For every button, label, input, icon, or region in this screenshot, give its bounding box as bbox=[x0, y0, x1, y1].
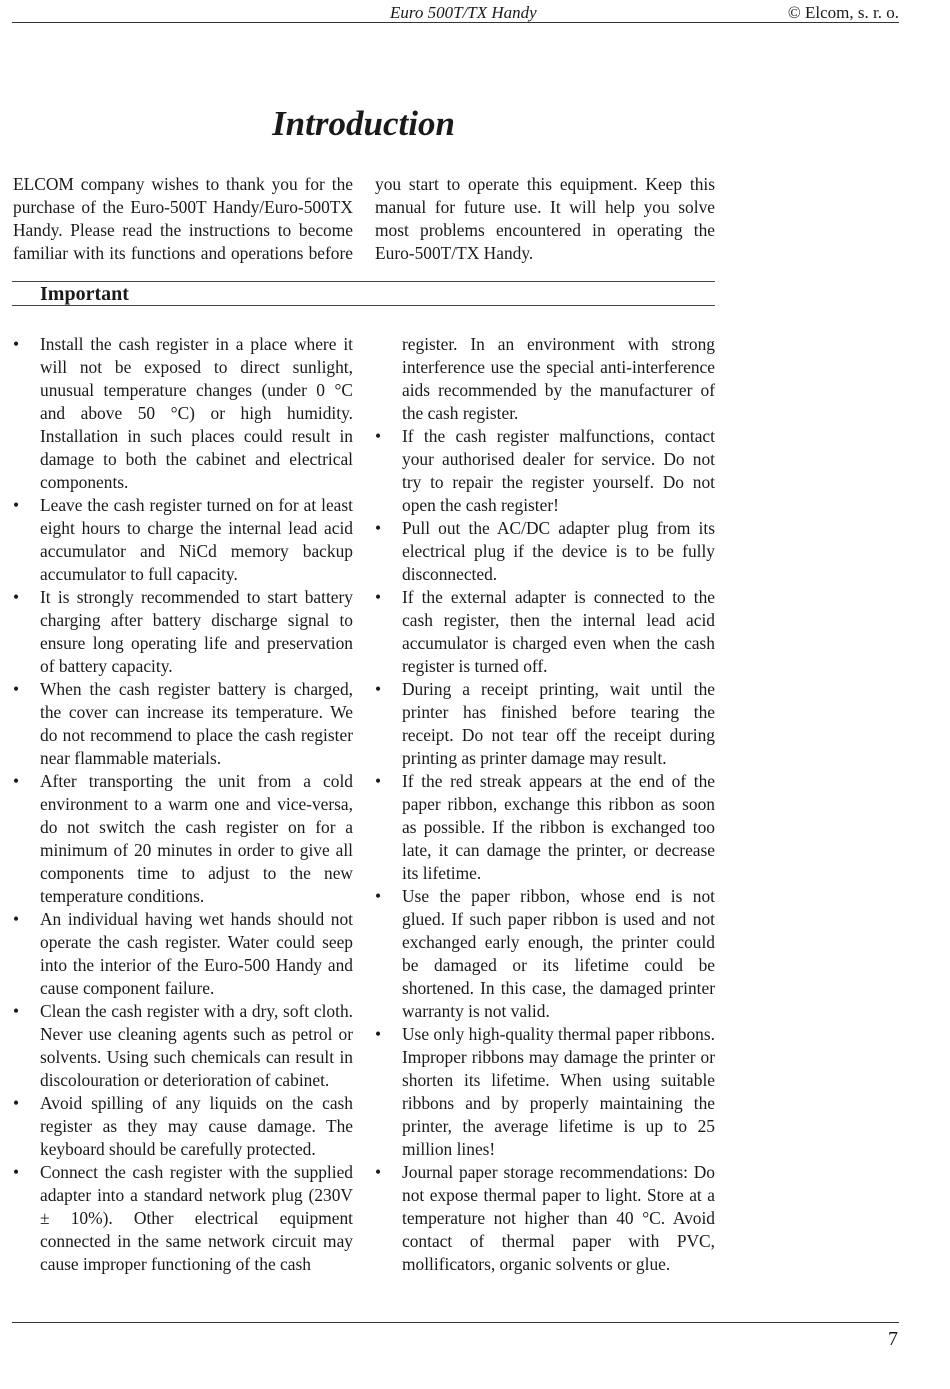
list-item: • Journal paper storage recommendations: Do not expose thermal paper to light. Store at a temperature not higher than 40 °C. Avoid contact of thermal paper with PVC, mollificators, organic solvents or glue. bbox=[375, 1162, 715, 1274]
bullet-icon: • bbox=[375, 587, 382, 607]
page-header bbox=[12, 0, 899, 23]
list-item: • Connect the cash register with the supplied adapter into a standard network plug (230V ± 10%). Other electrical equipment connected in the same network circuit may cause improper functioning of the cash bbox=[13, 1162, 353, 1274]
list-item: • When the cash register battery is charged, the cover can increase its temperature. We do not recommend to place the cash register near flammable materials. bbox=[13, 679, 353, 768]
list-item: • An individual having wet hands should not operate the cash register. Water could seep into the interior of the Euro-500 Handy and cause component failure. bbox=[13, 909, 353, 998]
important-heading: Important bbox=[40, 283, 129, 305]
bullet-icon: • bbox=[375, 1162, 382, 1182]
bullet-icon: • bbox=[13, 679, 20, 699]
list-item: • If the red streak appears at the end of the paper ribbon, exchange this ribbon as soon as possible. If the ribbon is exchanged too late, it can damage the printer, or decrease its lifetime. bbox=[375, 771, 715, 883]
page-number: 7 bbox=[888, 1328, 898, 1350]
bullet-icon: • bbox=[13, 1093, 20, 1113]
bullet-icon: • bbox=[13, 334, 20, 354]
list-item: • Leave the cash register turned on for at least eight hours to charge the internal lead acid accumulator and NiCd memory backup accumulator to full capacity. bbox=[13, 495, 353, 584]
bullet-icon: • bbox=[375, 771, 382, 791]
list-item: • During a receipt printing, wait until the printer has finished before tearing the receipt. Do not tear off the receipt during printing as printer damage may result. bbox=[375, 679, 715, 768]
bullet-icon: • bbox=[375, 679, 382, 699]
header-document-title: Euro 500T/TX Handy bbox=[390, 3, 537, 22]
list-item: • It is strongly recommended to start battery charging after battery discharge signal to ensure long operating life and preservation of battery capacity. bbox=[13, 587, 353, 676]
list-item: • Install the cash register in a place where it will not be exposed to direct sunlight, unusual temperature changes (under 0 °C and above 50 °C) or high humidity. Installation in such places could result in damage to both the cabinet and electrical components. bbox=[13, 334, 353, 492]
list-item: • Pull out the AC/DC adapter plug from its electrical plug if the device is to be fully disconnected. bbox=[375, 518, 715, 584]
header-company: © Elcom, s. r. o. bbox=[787, 3, 899, 22]
bullet-icon: • bbox=[13, 1162, 20, 1182]
bullet-icon: • bbox=[375, 1024, 382, 1044]
bullet-icon: • bbox=[13, 587, 20, 607]
list-item: • Avoid spilling of any liquids on the cash register as they may cause damage. The keyboard should be carefully protected. bbox=[13, 1093, 353, 1159]
section-rule-top bbox=[12, 281, 715, 282]
page-title: Introduction bbox=[272, 104, 455, 143]
bullet-icon: • bbox=[13, 909, 20, 929]
footer-rule bbox=[12, 1322, 899, 1323]
important-list-right bbox=[375, 333, 715, 1276]
list-item: • If the external adapter is connected to the cash register, then the internal lead acid accumulator is charged even when the cash register is turned off. bbox=[375, 587, 715, 676]
bullet-icon: • bbox=[375, 886, 382, 906]
intro-paragraph: ELCOM company wishes to thank you for the purchase of the Euro-500T Handy/Euro-500TX Handy. Please read the instructions to become familiar with its functions and operations before you start to operate this equipment. Keep this manual for future use. It will help you solve most problems encountered in operating the Euro-500T/TX Handy. bbox=[13, 174, 715, 263]
list-item: • Use only high-quality thermal paper ribbons. Improper ribbons may damage the printer or shorten its lifetime. When using suitable ribbons and by properly maintaining the printer, the average lifetime is up to 25 million lines! bbox=[375, 1024, 715, 1159]
list-item: • Clean the cash register with a dry, soft cloth. Never use cleaning agents such as petrol or solvents. Using such chemicals can result in discolouration or deterioration of cabinet. bbox=[13, 1001, 353, 1090]
bullet-icon: • bbox=[13, 1001, 20, 1021]
list-item: • If the cash register malfunctions, contact your authorised dealer for service. Do not try to repair the register yourself. Do not open the cash register! bbox=[375, 426, 715, 515]
important-list-left bbox=[13, 333, 353, 1276]
bullet-icon: • bbox=[375, 518, 382, 538]
section-rule-bottom bbox=[12, 305, 715, 306]
bullet-icon: • bbox=[375, 426, 382, 446]
list-item: • Use the paper ribbon, whose end is not glued. If such paper ribbon is used and not exchanged early enough, the printer could be damaged or its lifetime could be shortened. In this case, the damaged printer warranty is not valid. bbox=[375, 886, 715, 1021]
bullet-icon: • bbox=[13, 495, 20, 515]
list-item: • After transporting the unit from a cold environment to a warm one and vice-versa, do not switch the cash register on for a minimum of 20 minutes in order to give all components time to adjust to the new temperature conditions. bbox=[13, 771, 353, 906]
bullet-icon: • bbox=[13, 771, 20, 791]
list-item-continuation: register. In an environment with strong interference use the special anti-interference aids recommended by the manufacturer of the cash register. bbox=[402, 334, 715, 423]
